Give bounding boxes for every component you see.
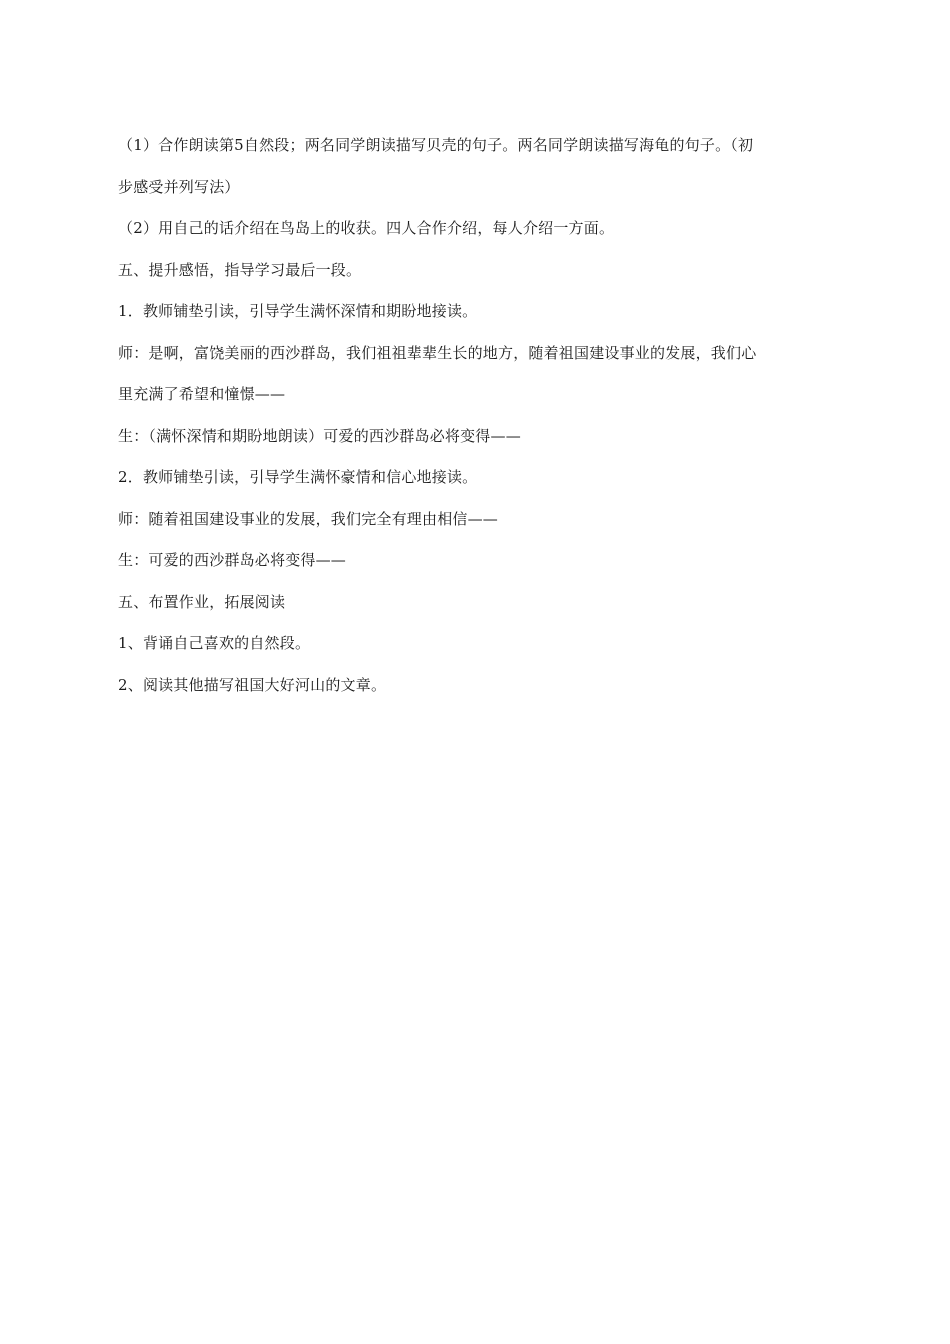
- document-body: [118, 125, 832, 706]
- section-heading-5b: 五、布置作业，拓展阅读: [118, 592, 286, 611]
- text-line-activity-1: （1）合作朗读第5自然段；两名同学朗读描写贝壳的句子。两名同学朗读描写海龟的句子。（初: [118, 136, 754, 154]
- text-line-student-1: 生：（满怀深情和期盼地朗读）可爱的西沙群岛必将变得——: [118, 426, 521, 445]
- text-line-activity-1-cont: 步感受并列写法）: [118, 177, 240, 196]
- text-line-homework-2: 2、阅读其他描写祖国大好河山的文章。: [118, 675, 387, 694]
- text-line-student-2: 生：可爱的西沙群岛必将变得——: [118, 551, 347, 569]
- text-line-teacher-1: 师：是啊，富饶美丽的西沙群岛，我们祖祖辈辈生长的地方，随着祖国建设事业的发展，我们心: [118, 343, 757, 362]
- text-line-homework-1: 1、背诵自己喜欢的自然段。: [118, 634, 311, 652]
- text-line-step-2: 2．教师铺垫引读，引导学生满怀豪情和信心地接读。: [118, 468, 478, 486]
- text-line-teacher-1-cont: 里充满了希望和憧憬——: [118, 385, 286, 403]
- text-line-teacher-2: 师：随着祖国建设事业的发展，我们完全有理由相信——: [118, 509, 499, 528]
- section-heading-5a: 五、提升感悟，指导学习最后一段。: [118, 260, 362, 279]
- text-line-activity-2: （2）用自己的话介绍在鸟岛上的收获。四人合作介绍，每人介绍一方面。: [118, 219, 615, 237]
- text-line-step-1: 1．教师铺垫引读，引导学生满怀深情和期盼地接读。: [118, 302, 478, 320]
